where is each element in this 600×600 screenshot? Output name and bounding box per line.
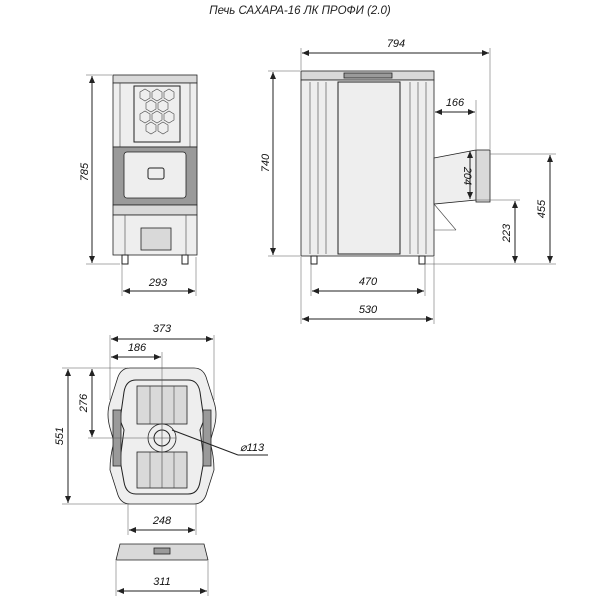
dim-chimney-offset [434, 97, 476, 157]
dim-label-551: 551 [54, 426, 66, 446]
dim-label-204: 204 [461, 166, 473, 186]
ash-shelf [113, 205, 197, 215]
dim-label-740: 740 [260, 153, 272, 173]
dim-label-785: 785 [79, 162, 91, 182]
front-top-cap [113, 75, 197, 83]
side-top-vent [344, 73, 392, 78]
side-leg-left [311, 256, 317, 264]
dim-chimney-bottom [476, 200, 520, 263]
dim-label-373: 373 [152, 323, 172, 335]
dim-label-293: 293 [148, 277, 168, 289]
side-leg-right [419, 256, 425, 264]
right-side-grille [203, 410, 211, 466]
dim-label-223: 223 [501, 223, 513, 243]
dim-label-470: 470 [358, 276, 378, 288]
dim-label-113: ⌀113 [240, 442, 265, 454]
dim-label-166: 166 [445, 97, 465, 109]
dim-foot-width [116, 561, 208, 596]
dim-label-311: 311 [153, 576, 171, 588]
leg-right [182, 255, 188, 264]
front-view [113, 75, 197, 264]
door-panel [124, 152, 186, 198]
dim-label-248: 248 [152, 515, 172, 527]
ash-drawer [141, 228, 171, 250]
dim-front-width [122, 257, 196, 296]
dim-base-inner [311, 264, 425, 296]
leg-left [122, 255, 128, 264]
dim-label-530: 530 [358, 304, 378, 316]
front-upper-body [113, 83, 197, 147]
side-body [301, 80, 434, 256]
foot-plate-handle [154, 548, 170, 554]
drawing-title: Печь САХАРА-16 ЛК ПРОФИ (2.0) [209, 5, 391, 17]
dim-top-bottom-width [128, 504, 196, 535]
dim-label-455: 455 [536, 199, 548, 219]
dim-label-186: 186 [127, 342, 147, 354]
dim-label-276: 276 [78, 393, 90, 413]
dim-label-794: 794 [386, 38, 406, 50]
chimney-flange [476, 150, 490, 202]
dim-side-height [260, 71, 300, 256]
